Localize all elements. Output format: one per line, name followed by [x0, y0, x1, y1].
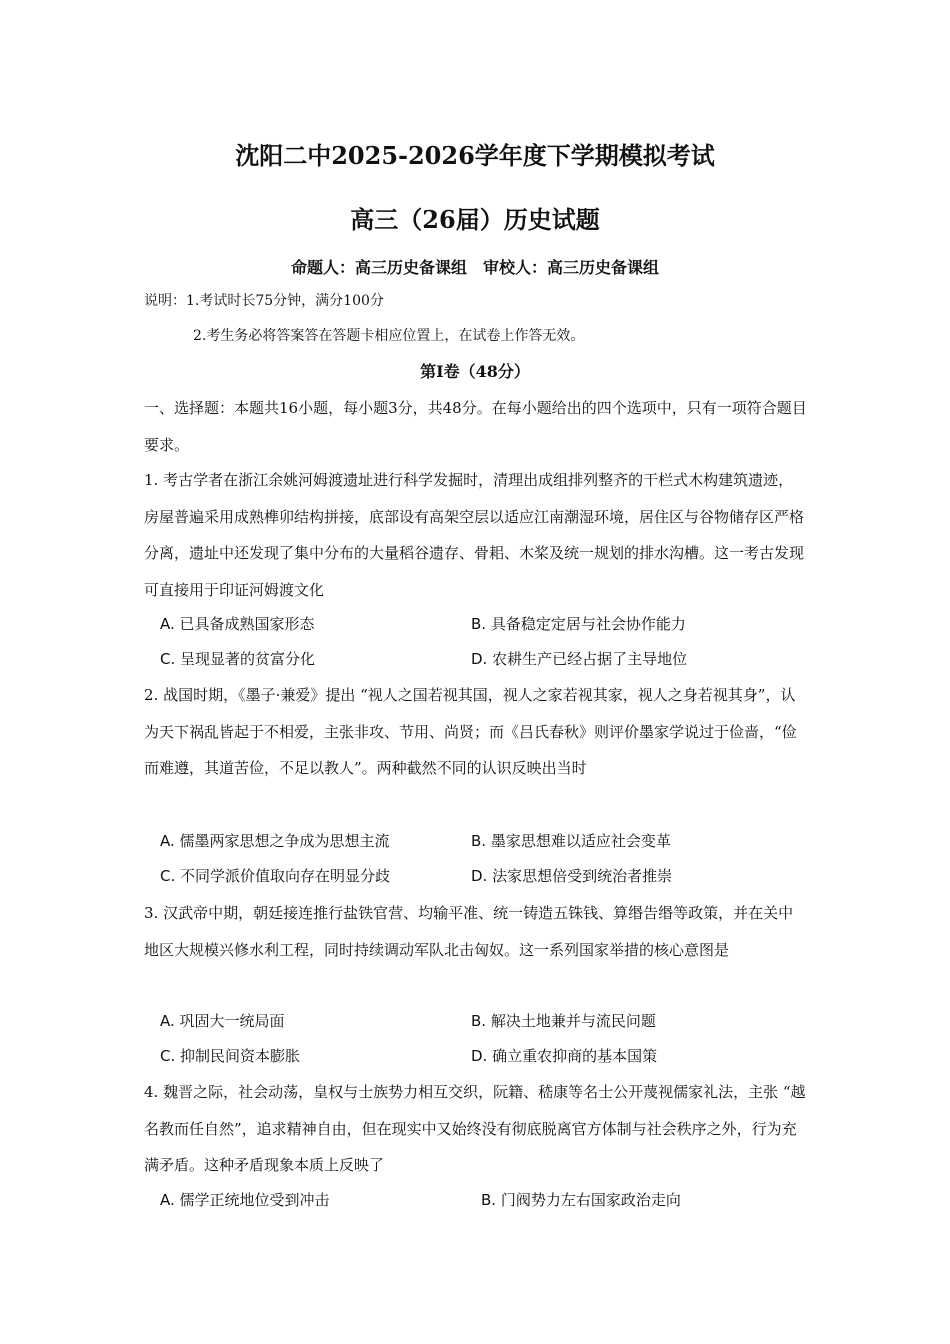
question-2-option-b[interactable]: B. 墨家思想难以适应社会变革: [471, 832, 671, 850]
question-1-option-b[interactable]: B. 具备稳定定居与社会协作能力: [471, 615, 686, 633]
exam-authors: 命题人：高三历史备课组 审校人：高三历史备课组: [290, 258, 659, 277]
question-3-option-c[interactable]: C. 抑制民间资本膨胀: [160, 1047, 301, 1065]
question-1-option-a[interactable]: A. 已具备成熟国家形态: [160, 615, 315, 633]
exam-title: 沈阳二中2025-2026学年度下学期模拟考试: [235, 141, 715, 170]
exam-subtitle: 高三（26届）历史试题: [350, 205, 600, 234]
question-3-option-a[interactable]: A. 巩固大一统局面: [160, 1012, 285, 1030]
question-4-option-a[interactable]: A. 儒学正统地位受到冲击: [160, 1191, 330, 1209]
section-instructions: 一、选择题：本题共16小题，每小题3分，共48分。在每小题给出的四个选项中，只有一项符合题目要求。: [144, 399, 807, 454]
question-2-option-d[interactable]: D. 法家思想倍受到统治者推崇: [471, 867, 673, 885]
question-1-stem: 1. 考古学者在浙江余姚河姆渡遗址进行科学发掘时，清理出成组排列整齐的干栏式木构建筑遗迹，房屋普遍采用成熟榫卯结构拼接，底部设有高架空层以适应江南潮湿环境，居住区与谷物储存区严格分离，遗址中还发现了集中分布的大量稻谷遗存、骨耜、木桨及统一规划的排水沟槽。这一考古发现可直接用于印证河姆渡文化: [144, 471, 805, 599]
section-heading: 第Ⅰ卷（48分）: [420, 362, 530, 381]
question-1-option-c[interactable]: C. 呈现显著的贫富分化: [160, 650, 316, 668]
question-2-stem: 2. 战国时期，《墨子·兼爱》提出 “视人之国若视其国，视人之家若视其家，视人之身若视其身”，认为天下祸乱皆起于不相爱，主张非攻、节用、尚贤；而《吕氏春秋》则评价墨家学说过于俭啬，“俭而难遵，其道苦俭，不足以教人”。两种截然不同的认识反映出当时: [144, 686, 797, 777]
question-3-option-b[interactable]: B. 解决土地兼并与流民问题: [471, 1012, 656, 1030]
question-2-option-a[interactable]: A. 儒墨两家思想之争成为思想主流: [160, 832, 390, 850]
exam-note-2: 2.考生务必将答案答在答题卡相应位置上，在试卷上作答无效。: [193, 328, 585, 344]
question-3-option-d[interactable]: D. 确立重农抑商的基本国策: [471, 1047, 658, 1065]
exam-note-1: 说明：1.考试时长75分钟，满分100分: [144, 293, 384, 309]
question-3-stem: 3. 汉武帝中期，朝廷接连推行盐铁官营、均输平准、统一铸造五铢钱、算缗告缗等政策，并在关中地区大规模兴修水利工程，同时持续调动军队北击匈奴。这一系列国家举措的核心意图是: [144, 904, 794, 959]
question-4-option-b[interactable]: B. 门阀势力左右国家政治走向: [481, 1191, 681, 1209]
question-1-option-d[interactable]: D. 农耕生产已经占据了主导地位: [471, 650, 688, 668]
question-4-stem: 4. 魏晋之际，社会动荡，皇权与士族势力相互交织，阮籍、嵇康等名士公开蔑视儒家礼法，主张 “越名教而任自然”，追求精神自由，但在现实中又始终没有彻底脱离官方体制与社会秩序之外，行为充满矛盾。这种矛盾现象本质上反映了: [144, 1083, 806, 1174]
question-2-option-c[interactable]: C. 不同学派价值取向存在明显分歧: [160, 867, 391, 885]
